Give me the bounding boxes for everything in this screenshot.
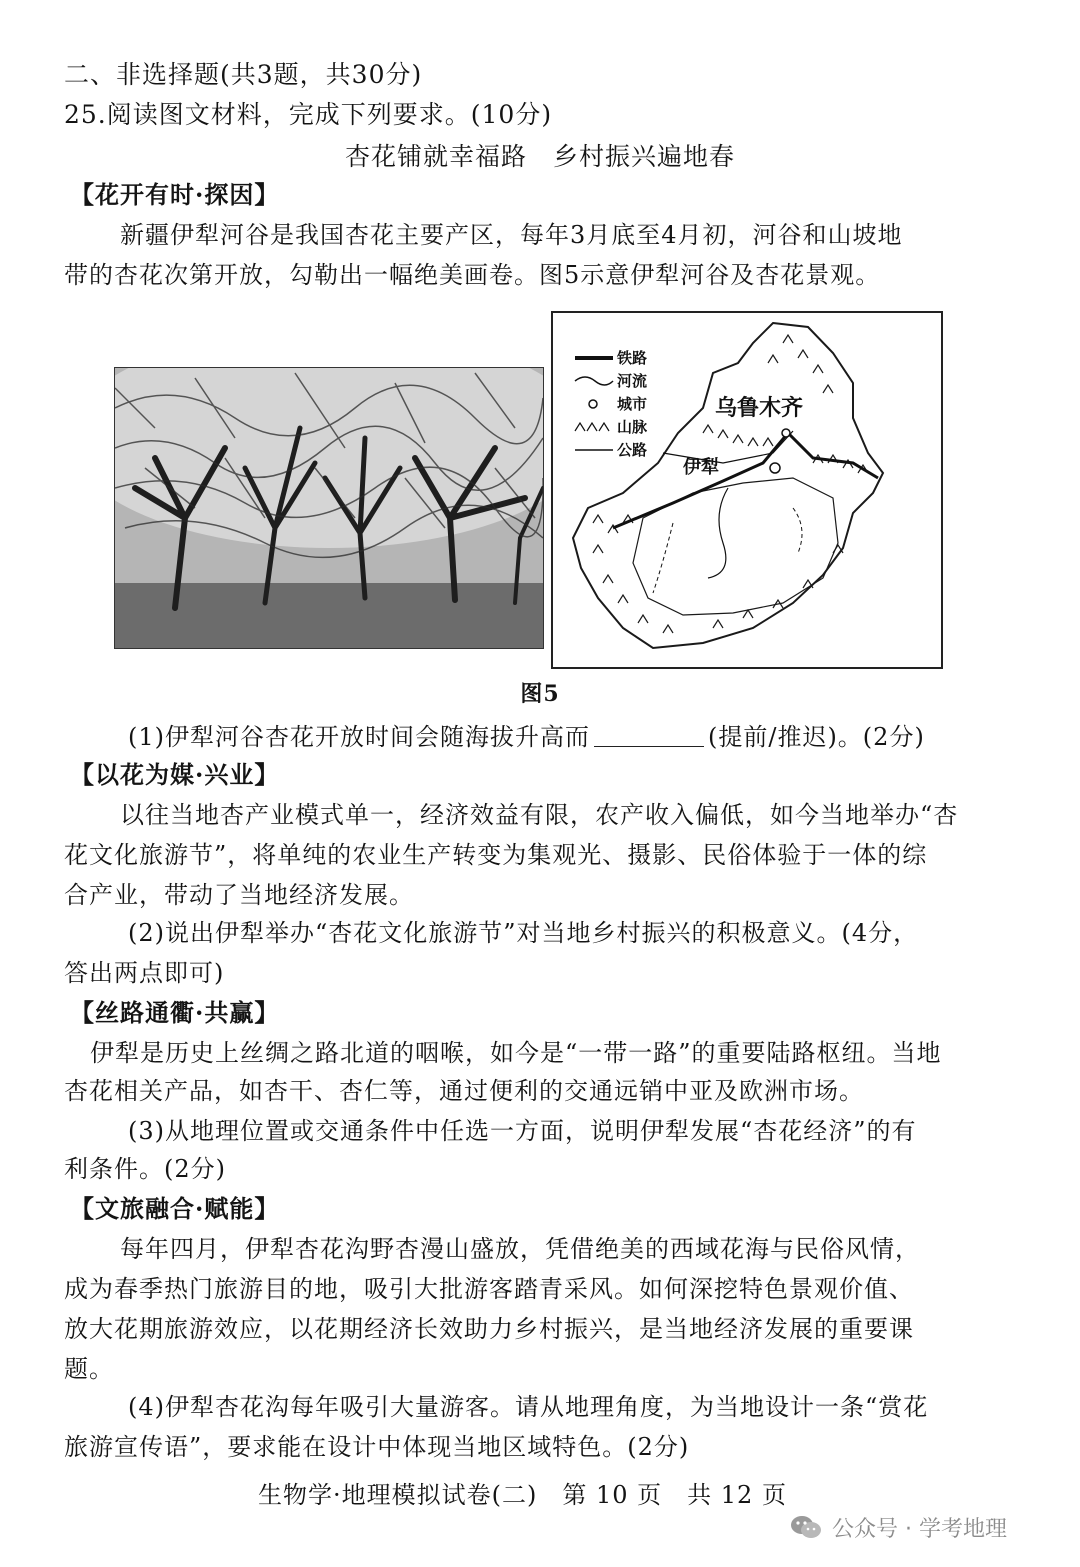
label-urumqi: 乌鲁木齐 — [715, 396, 804, 421]
tree-illustration — [115, 368, 543, 648]
label-yili: 伊犁 — [683, 457, 719, 478]
part3-line-2: 杏花相关产品，如杏干、杏仁等，通过便利的交通远销中亚及欧洲市场。 — [64, 1077, 864, 1105]
part2-line-2: 花文化旅游节”，将单纯的农业生产转变为集观光、摄影、民俗体验于一体的综 — [64, 841, 928, 869]
watermark-text: 公众号 · 学考地理 — [832, 1516, 1007, 1542]
q2-line-1: (2)说出伊犁举办“杏花文化旅游节”对当地乡村振兴的积极意义。(4分， — [128, 919, 919, 947]
q1-text-after: (提前/推迟)。(2分) — [708, 723, 925, 751]
figure-caption: 图5 — [520, 681, 560, 707]
part4-heading: 【文旅融合·赋能】 — [70, 1194, 280, 1223]
legend-river: 河流 — [617, 372, 648, 390]
q1 — [128, 720, 925, 754]
apricot-blossom-photo — [114, 367, 544, 649]
part1-line-2: 带的杏花次第开放，勾勒出一幅绝美画卷。图5示意伊犁河谷及杏花景观。 — [64, 261, 881, 289]
legend-mountain: 山脉 — [617, 418, 648, 436]
page-footer: 生物学·地理模拟试卷(二) 第 10 页 共 12 页 — [258, 1481, 787, 1509]
part3-line-1: 伊犁是历史上丝绸之路北道的咽喉，如今是“一带一路”的重要陆路枢纽。当地 — [90, 1039, 942, 1067]
part2-line-3: 合产业，带动了当地经济发展。 — [64, 881, 414, 909]
q4-line-2: 旅游宣传语”，要求能在设计中体现当地区域特色。(2分) — [64, 1433, 690, 1461]
part4-line-3: 放大花期旅游效应，以花期经济长效助力乡村振兴，是当地经济发展的重要课 — [64, 1315, 914, 1343]
part3-heading: 【丝路通衢·共赢】 — [70, 998, 280, 1027]
part4-line-4: 题。 — [64, 1355, 114, 1383]
q3-line-2: 利条件。(2分) — [64, 1155, 226, 1183]
part1-heading: 【花开有时·探因】 — [70, 180, 280, 209]
q1-text-before: (1)伊犁河谷杏花开放时间会随海拔升高而 — [128, 723, 590, 751]
part4-line-2: 成为春季热门旅游目的地，吸引大批游客踏青采风。如何深挖特色景观价值、 — [64, 1275, 914, 1303]
watermark — [790, 1507, 1007, 1547]
map-drawing — [553, 313, 941, 667]
part4-line-1: 每年四月，伊犁杏花沟野杏漫山盛放，凭借绝美的西域花海与民俗风情， — [120, 1235, 920, 1263]
city-yili-marker — [770, 463, 780, 473]
question-title: 25.阅读图文材料，完成下列要求。(10分) — [64, 100, 553, 129]
xinjiang-map — [551, 311, 943, 669]
wechat-icon — [790, 1514, 822, 1540]
city-urumqi-marker — [782, 429, 790, 437]
q2-line-2: 答出两点即可) — [64, 959, 225, 987]
part2-heading: 【以花为媒·兴业】 — [70, 760, 280, 789]
article-title: 杏花铺就幸福路 乡村振兴遍地春 — [344, 142, 735, 171]
legend-railway: 铁路 — [617, 349, 648, 367]
legend-city: 城市 — [617, 395, 648, 413]
q4-line-1: (4)伊犁杏花沟每年吸引大量游客。请从地理角度，为当地设计一条“赏花 — [128, 1393, 929, 1421]
section-header: 二、非选择题(共3题，共30分) — [64, 60, 423, 89]
q1-answer-blank[interactable] — [594, 722, 704, 747]
part1-line-1: 新疆伊犁河谷是我国杏花主要产区，每年3月底至4月初，河谷和山坡地 — [120, 221, 903, 249]
legend-road: 公路 — [617, 441, 648, 459]
part2-line-1: 以往当地杏产业模式单一，经济效益有限，农产收入偏低，如今当地举办“杏 — [120, 801, 959, 829]
q3-line-1: (3)从地理位置或交通条件中任选一方面，说明伊犁发展“杏花经济”的有 — [128, 1117, 917, 1145]
